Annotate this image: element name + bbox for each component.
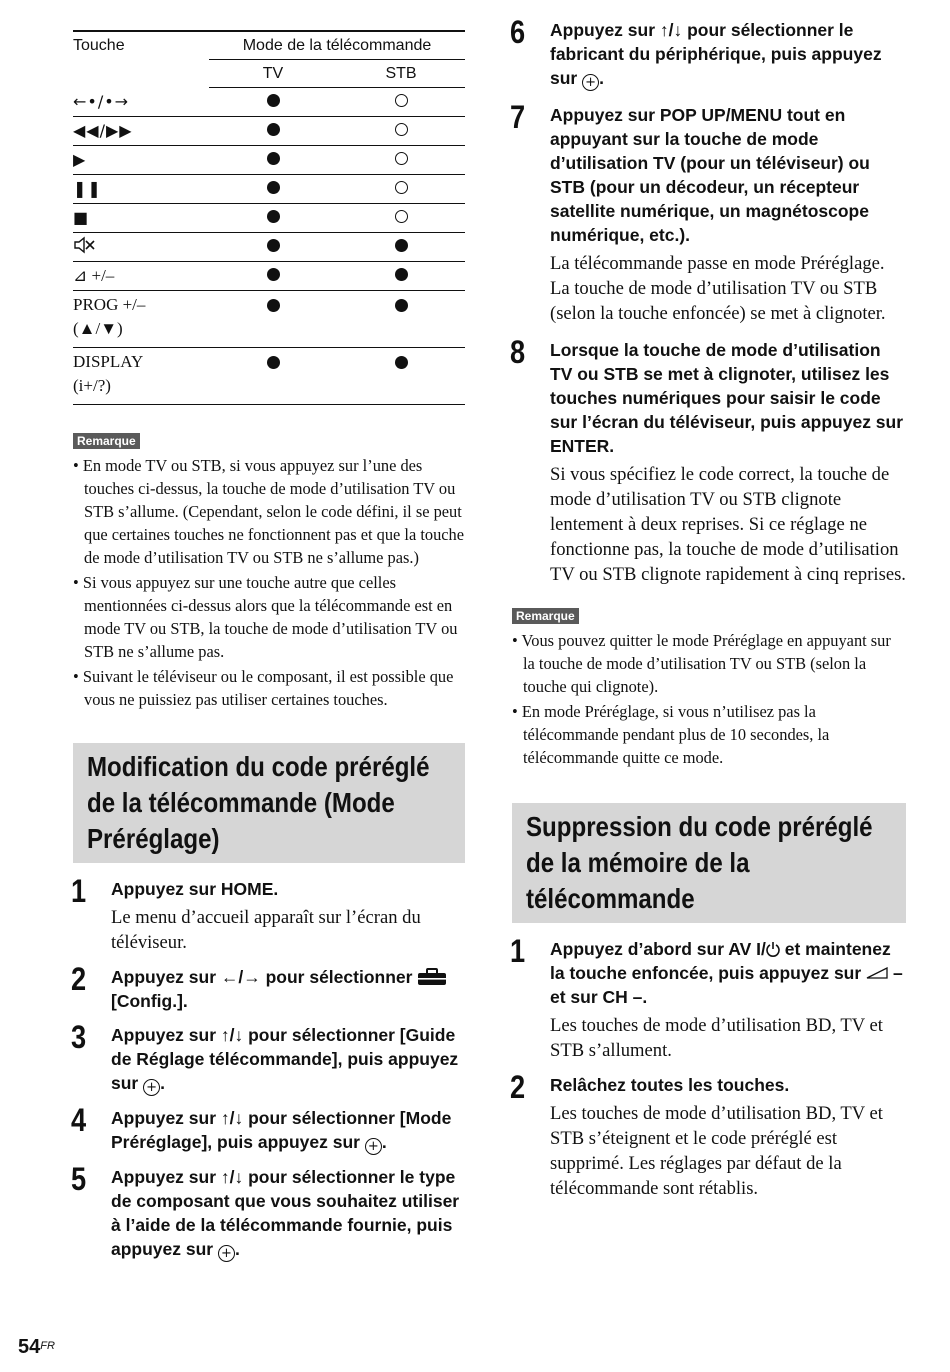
display-button-label: DISPLAY <box>73 352 144 371</box>
step-instruction: Appuyez d’abord sur AV I/ et maintenez la touche enfoncée, puis appuyez sur – et sur CH –. <box>550 939 903 1007</box>
step-7: 7 Appuyez sur POP UP/MENU tout en appuyant sur la touche de mode d’utilisation TV (pour un téléviseur) ou STB (pour un décodeur, un récepteur satellite numérique, un magnétoscope numérique, etc.). La télécommande passe en mode Préréglage. La touche de mode d’utilisation TV ou STB (selon la touche enfoncée) se met à clignoter. <box>512 103 906 326</box>
prog-button-sublabel: (▲/▼) <box>73 319 123 338</box>
open-circle-icon <box>395 94 408 107</box>
table-row <box>73 262 465 291</box>
step-3: 3 Appuyez sur ↑/↓ pour sélectionner [Guide de Réglage télécommande], puis appuyez sur + . <box>73 1023 465 1096</box>
step-8: 8 Lorsque la touche de mode d’utilisation TV ou STB se met à clignoter, utilisez les touches numériques pour saisir le code sur l’écran du téléviseur, puis appuyez sur ENTER. Si vous spécifiez le code correct, la touche de mode d’utilisation TV ou STB clignote lentement à deux reprises. Si ce réglage ne fonctionne pas, la touche de mode d’utilisation TV ou STB clignote rapidement à cinq reprises. <box>510 334 906 585</box>
section-heading-box <box>73 743 465 863</box>
step-instruction: Appuyez sur ↑/↓ pour sélectionner [Guide de Réglage télécommande], puis appuyez sur + . <box>111 1025 459 1095</box>
scan-buttons-label: ◀◀/▶▶ <box>73 121 133 140</box>
filled-circle-icon <box>395 356 408 369</box>
step-instruction: Appuyez sur ↑/↓ pour sélectionner le type de composant que vous souhaitez utiliser à l’aide de la télécommande fournie, puis appuyez sur + . <box>111 1167 460 1261</box>
right-column <box>510 14 906 1201</box>
filled-circle-icon <box>267 356 280 369</box>
power-icon <box>766 941 780 957</box>
toolbox-icon <box>417 968 447 986</box>
filled-circle-icon <box>267 268 280 281</box>
filled-circle-icon <box>267 152 280 165</box>
step-instruction: Lorsque la touche de mode d’utilisation TV ou STB se met à clignoter, utilisez les touches numériques pour saisir le code sur l’écran du téléviseur, puis appuyez sur ENTER. <box>550 340 904 456</box>
enter-icon: + <box>218 1245 235 1262</box>
step-2-delete: 2 Relâchez toutes les touches. Les touches de mode d’utilisation BD, TV et STB s’éteignent et le code préréglé est supprimé. Les réglages par défaut de la télécommande sont rétablis. <box>512 1073 906 1201</box>
step-instruction: Appuyez sur ←/→ pour sélectionner [Config.]. <box>111 965 465 1013</box>
table-row <box>73 348 465 405</box>
open-circle-icon <box>395 181 408 194</box>
table-row <box>73 175 465 204</box>
display-button-sublabel: (i+/?) <box>73 376 111 395</box>
section-title: Modification du code préréglé de la télécommande (Mode Préréglage) <box>87 751 430 854</box>
step-1: 1 Appuyez sur HOME. Le menu d’accueil apparaît sur l’écran du téléviseur. <box>73 877 465 955</box>
pause-button-label: ❚❚ <box>73 179 102 198</box>
mute-icon <box>73 235 97 255</box>
note-block <box>512 607 906 769</box>
step-buttons-label: ←•/•→ <box>73 91 130 111</box>
step-instruction: Relâchez toutes les touches. <box>550 1075 790 1095</box>
step-1-delete: 1 Appuyez d’abord sur AV I/ et maintenez la touche enfoncée, puis appuyez sur – et sur CH –. Les touches de mode d’utilisation BD, TV et STB s’allument. <box>512 937 906 1063</box>
step-2: 2 Appuyez sur ←/→ pour sélectionner [Config.]. <box>73 965 465 1013</box>
step-instruction: Appuyez sur POP UP/MENU tout en appuyant sur la touche de mode d’utilisation TV (pour un téléviseur) ou STB (pour un décodeur, un récepteur satellite numérique, un magnétoscope numérique, etc.). <box>550 105 870 245</box>
remarque-badge: Remarque <box>73 433 140 449</box>
note-item: • En mode Préréglage, si vous n’utilisez pas la télécommande pendant plus de 10 secondes, la télécommande quitte ce mode. <box>512 702 830 767</box>
table-row <box>73 117 465 146</box>
filled-circle-icon <box>395 268 408 281</box>
filled-circle-icon <box>395 299 408 312</box>
filled-circle-icon <box>267 123 280 136</box>
step-description: La télécommande passe en mode Préréglage. La touche de mode d’utilisation TV ou STB (selon la touche enfoncée) se met à clignoter. <box>550 253 886 324</box>
prog-button-label: PROG +/– <box>73 295 146 314</box>
filled-circle-icon <box>267 181 280 194</box>
step-description: Les touches de mode d’utilisation BD, TV et STB s’allument. <box>550 1015 883 1061</box>
filled-circle-icon <box>267 94 280 107</box>
table-row <box>73 291 465 348</box>
open-circle-icon <box>395 123 408 136</box>
note-item: • Vous pouvez quitter le mode Préréglage en appuyant sur la touche de mode d’utilisation TV ou STB (selon la touche qui clignote). <box>512 631 891 696</box>
filled-circle-icon <box>395 239 408 252</box>
step-description: Si vous spécifiez le code correct, la touche de mode d’utilisation TV ou STB clignote lentement à deux reprises. Si ce réglage ne fonctionne pas, la touche de mode d’utilisation TV ou STB clignote rapidement à cinq reprises. <box>550 464 906 585</box>
step-instruction: Appuyez sur ↑/↓ pour sélectionner le fabricant du périphérique, puis appuyez sur + . <box>550 20 882 90</box>
section-heading-box <box>512 803 906 923</box>
remote-key-table <box>73 30 465 405</box>
remarque-badge: Remarque <box>512 608 579 624</box>
step-description: Les touches de mode d’utilisation BD, TV et STB s’éteignent et le code préréglé est supprimé. Les réglages par défaut de la télécommande sont rétablis. <box>550 1103 883 1199</box>
filled-circle-icon <box>267 299 280 312</box>
section-title: Suppression du code préréglé de la mémoire de la télécommande <box>526 811 873 914</box>
note-item: • Si vous appuyez sur une touche autre que celles mentionnées ci-dessus alors que la télécommande est en mode TV ou STB, la touche de mode d’utilisation TV ou STB ne s’allume pas. <box>73 573 458 661</box>
enter-icon: + <box>365 1138 382 1155</box>
header-mode: Mode de la télécommande <box>209 31 465 60</box>
note-block <box>73 432 465 711</box>
table-row <box>73 204 465 233</box>
table-row <box>73 88 465 117</box>
table-row <box>73 146 465 175</box>
volume-icon <box>866 967 888 979</box>
filled-circle-icon <box>267 210 280 223</box>
step-instruction: Appuyez sur HOME. <box>111 879 279 899</box>
enter-icon: + <box>582 74 599 91</box>
stop-button-label: ■ <box>73 208 90 227</box>
header-key: Touche <box>73 31 209 60</box>
step-instruction: Appuyez sur ↑/↓ pour sélectionner [Mode Préréglage], puis appuyez sur + . <box>111 1108 452 1154</box>
play-button-label: ▶ <box>73 150 87 169</box>
filled-circle-icon <box>267 239 280 252</box>
note-item: • En mode TV ou STB, si vous appuyez sur l’une des touches ci-dessus, la touche de mode d’utilisation TV ou STB s’allume. (Cependant, selon le code défini, il se peut que certaines touches ne fonctionnent pas et que la touche de mode d’utilisation TV ou STB ne s’allume pas.) <box>73 456 465 567</box>
header-stb: STB <box>337 60 465 88</box>
step-4: 4 Appuyez sur ↑/↓ pour sélectionner [Mode Préréglage], puis appuyez sur + . <box>73 1106 465 1155</box>
step-6: 6 Appuyez sur ↑/↓ pour sélectionner le fabricant du périphérique, puis appuyez sur + . <box>512 18 906 91</box>
open-circle-icon <box>395 210 408 223</box>
volume-button-label: ⊿ +/– <box>73 266 115 285</box>
step-description: Le menu d’accueil apparaît sur l’écran du téléviseur. <box>111 907 421 953</box>
step-5: 5 Appuyez sur ↑/↓ pour sélectionner le type de composant que vous souhaitez utiliser à l’aide de la télécommande fournie, puis appuyez sur + . <box>73 1165 465 1262</box>
header-tv: TV <box>209 60 337 88</box>
left-column <box>73 30 465 1262</box>
page-number: $54^{FR}$ <box>18 1336 55 1358</box>
enter-icon: + <box>143 1079 160 1096</box>
open-circle-icon <box>395 152 408 165</box>
note-item: • Suivant le téléviseur ou le composant, il est possible que vous ne puissiez pas utiliser certaines touches. <box>73 667 454 709</box>
table-row <box>73 233 465 262</box>
